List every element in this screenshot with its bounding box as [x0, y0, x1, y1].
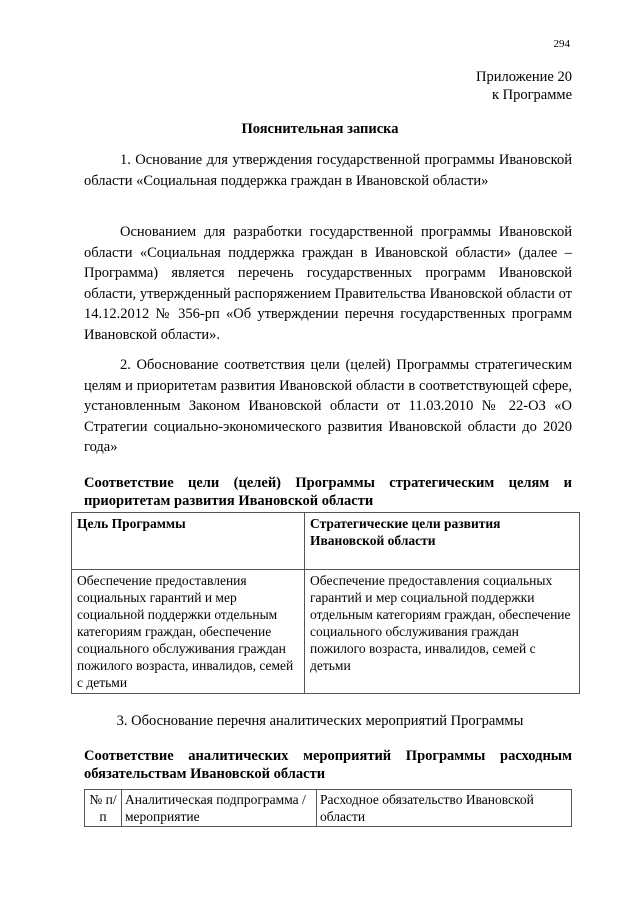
- section-2-heading: 2. Обоснование соответствия цели (целей) Программы стратегическим целям и приоритетам развития Ивановской области в соответствующей сфере, установленным Законом Ивановской области от 11.03.2010 № 22-ОЗ «О Стратегии социально-экономического развития Ивановской области до 2020 года»: [84, 357, 572, 455]
- section-1-body: Основанием для разработки государственной программы Ивановской области «Социальная поддержка граждан в Ивановской области» (далее – Программа) является перечень государственных программ Ивановской области, утвержденный распоряжением Правительства Ивановской области от 14.12.2012 № 356-рп «Об утверждении перечня государственных программ Ивановской области».: [84, 224, 572, 343]
- goals-table-header-program-goal: Цель Программы: [72, 513, 305, 570]
- document-title: Пояснительная записка: [241, 121, 399, 137]
- page-number: 294: [553, 38, 570, 50]
- activities-table-title: Соответствие аналитических мероприятий Программы расходным обязательствам Ивановской области: [84, 748, 572, 782]
- table-row: [85, 790, 572, 827]
- goals-table-cell-strategic-goals: Обеспечение предоставления социальных гарантий и мер социальной поддержки отдельным категориям граждан, обеспечение социального обслуживания граждан пожилого возраста, инвалидов, семей с детьми: [305, 570, 580, 694]
- section-3-heading: 3. Обоснование перечня аналитических мероприятий Программы: [116, 713, 524, 729]
- table-row: [72, 513, 580, 570]
- activities-table: [84, 789, 572, 827]
- goals-table-title: Соответствие цели (целей) Программы стратегическим целям и приоритетам развития Ивановской области: [84, 475, 572, 509]
- goals-table: [71, 512, 580, 694]
- activities-table-header-obligation: Расходное обязательство Ивановской области: [317, 790, 572, 827]
- table-row: [72, 570, 580, 694]
- goals-table-cell-program-goal: Обеспечение предоставления социальных гарантий и мер социальной поддержки отдельным категориям граждан, обеспечение социального обслуживания граждан пожилого возраста, инвалидов, семей с детьми: [72, 570, 305, 694]
- section-1-heading: 1. Основание для утверждения государственной программы Ивановской области «Социальная поддержка граждан в Ивановской области»: [84, 152, 572, 189]
- activities-table-header-subprogram: Аналитическая подпрограмма / мероприятие: [122, 790, 317, 827]
- goals-table-header-strategic-goals: Стратегические цели развития Ивановской области: [305, 513, 580, 570]
- activities-table-header-number: № п/п: [85, 790, 122, 827]
- appendix-label: [476, 68, 572, 104]
- appendix-line-2: к Программе: [491, 87, 572, 103]
- appendix-line-1: Приложение 20: [476, 69, 572, 85]
